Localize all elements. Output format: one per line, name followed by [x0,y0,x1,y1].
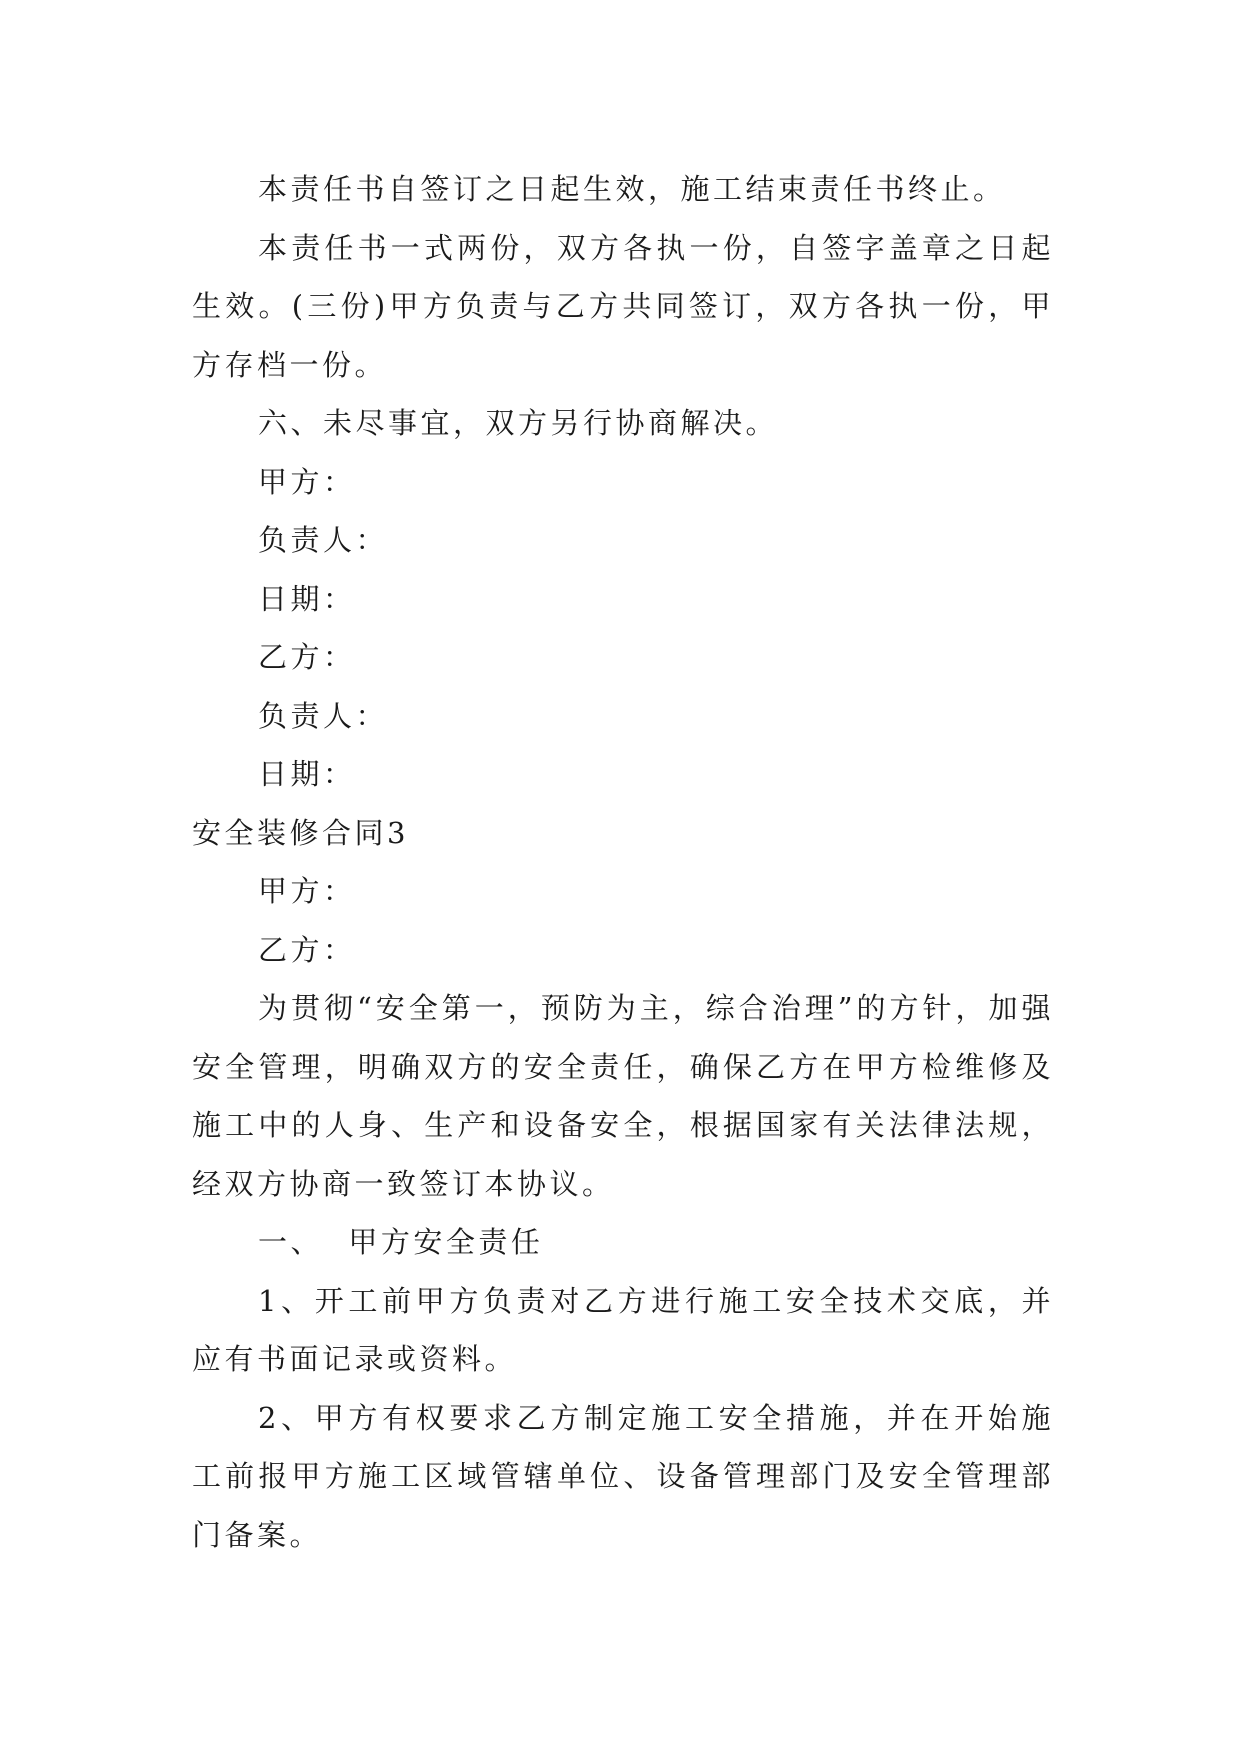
section-heading-party-a-responsibility: 一、 甲方安全责任 [258,1225,544,1259]
section-clause-2: 2、甲方有权要求乙方制定施工安全措施，并在开始施工前报甲方施工区域管辖单位、设备管理部门及安全管理部门备案。 [192,1400,1054,1552]
document-body [192,160,1054,1564]
paragraph-clause-six: 六、未尽事宜，双方另行协商解决。 [258,406,779,440]
signature-party-b: 乙方： [258,640,356,674]
section-title: 安全装修合同3 [192,815,409,850]
section-preamble: 为贯彻“安全第一，预防为主，综合治理”的方针，加强安全管理，明确双方的安全责任，确保乙方在甲方检维修及施工中的人身、生产和设备安全，根据国家有关法律法规，经双方协商一致签订本协议。 [192,991,1054,1201]
paragraph-copies: 本责任书一式两份，双方各执一份，自签字盖章之日起生效。(三份)甲方负责与乙方共同签订，双方各执一份，甲方存档一份。 [192,230,1054,382]
section-clause-1: 1、开工前甲方负责对乙方进行施工安全技术交底，并应有书面记录或资料。 [192,1283,1054,1376]
signature-party-a-responsible: 负责人： [258,523,389,557]
signature-party-b-date: 日期： [258,757,356,791]
paragraph-effective-date: 本责任书自签订之日起生效，施工结束责任书终止。 [258,172,1006,206]
section-party-b: 乙方： [258,932,356,967]
signature-party-a-date: 日期： [258,581,356,616]
signature-party-a: 甲方： [258,464,356,499]
signature-party-b-responsible: 负责人： [258,698,389,733]
section-party-a: 甲方： [258,874,356,908]
